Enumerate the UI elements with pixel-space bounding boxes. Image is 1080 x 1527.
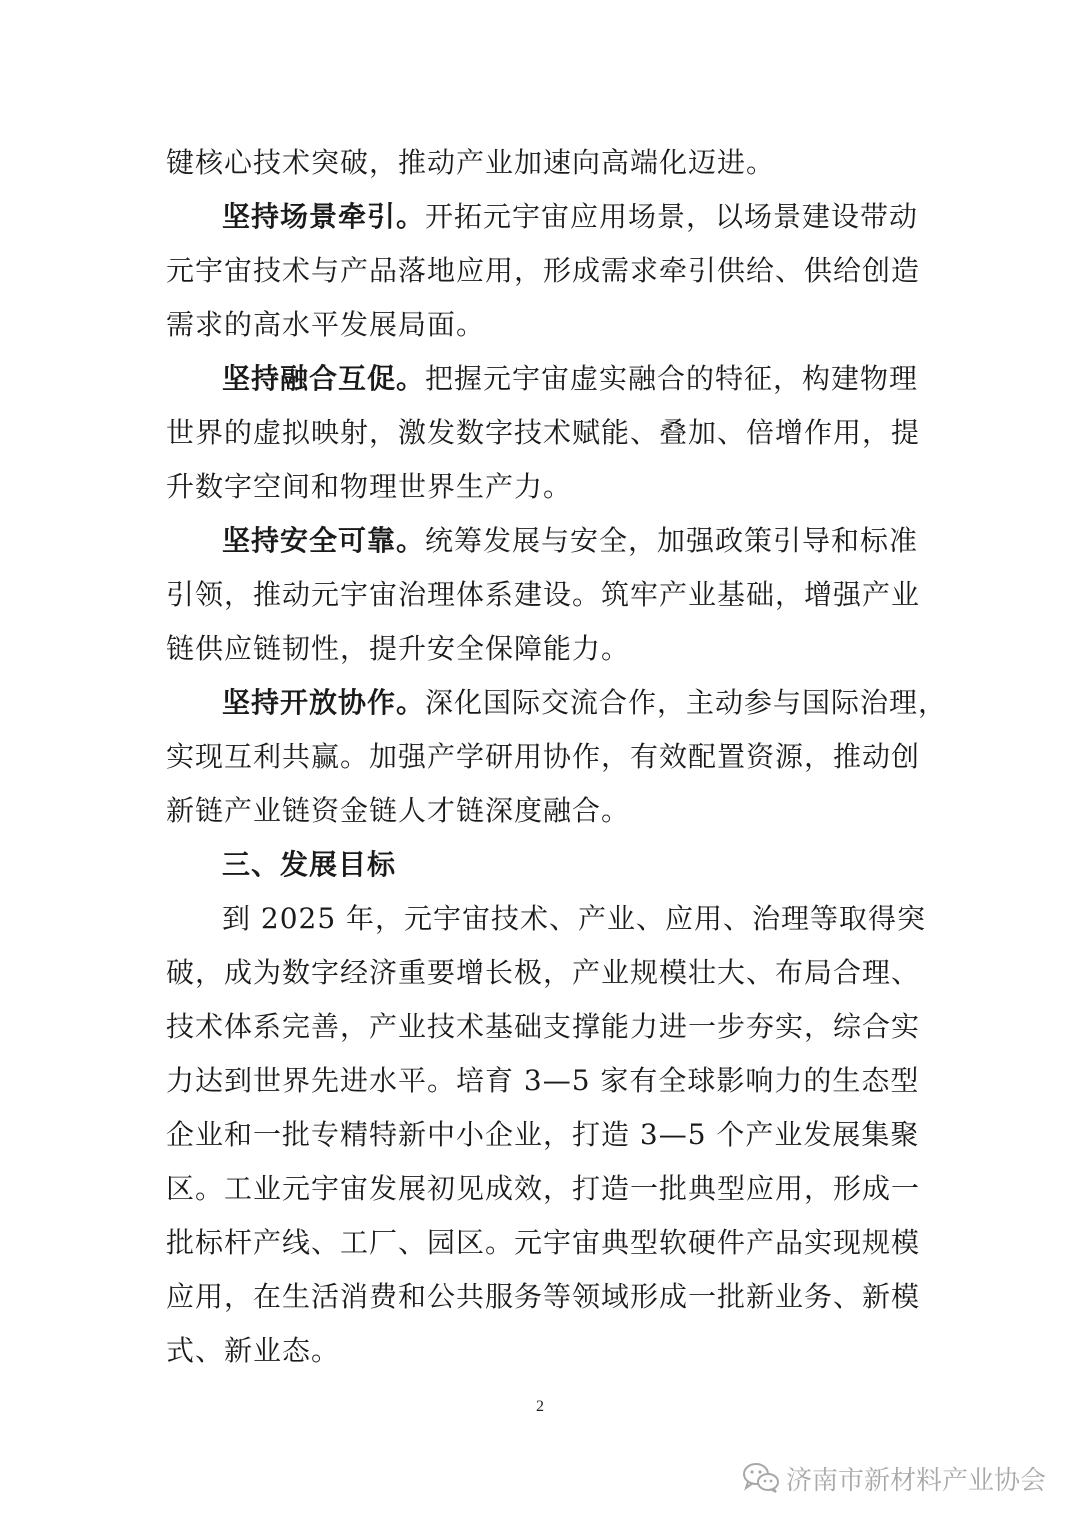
text-line: 世界的虚拟映射，激发数字技术赋能、叠加、倍增作用，提: [166, 416, 921, 449]
text-line: 企业和一批专精特新中小企业，打造 3—5 个产业发展集聚: [166, 1118, 920, 1151]
principle-title: 坚持安全可靠。: [222, 524, 426, 557]
watermark-text: 济南市新材料产业协会: [785, 1465, 1046, 1496]
text-line: 新链产业链资金链人才链深度融合。: [166, 794, 631, 827]
text-line: 力达到世界先进水平。培育 3—5 家有全球影响力的生态型: [166, 1064, 920, 1097]
text-line: 元宇宙技术与产品落地应用，形成需求牵引供给、供给创造: [166, 254, 921, 287]
text-line: 实现互利共赢。加强产学研用协作，有效配置资源，推动创: [166, 740, 921, 773]
wechat-icon: [742, 1462, 780, 1494]
principle-title: 坚持场景牵引。: [222, 200, 426, 233]
text-line: 批标杆产线、工厂、园区。元宇宙典型软硬件产品实现规模: [166, 1226, 921, 1259]
principle-heading-line: 坚持安全可靠。统筹发展与安全，加强政策引导和标准: [222, 524, 919, 557]
principle-heading-line: 坚持开放协作。深化国际交流合作，主动参与国际治理，: [222, 686, 948, 719]
principle-heading-line: 坚持场景牵引。开拓元宇宙应用场景，以场景建设带动: [222, 200, 919, 233]
text-line: 式、新业态。: [166, 1334, 341, 1367]
text-line: 区。工业元宇宙发展初见成效，打造一批典型应用，形成一: [166, 1172, 921, 1205]
text-line: 技术体系完善，产业技术基础支撑能力进一步夯实，综合实: [166, 1010, 921, 1043]
text-line: 升数字空间和物理世界生产力。: [166, 470, 573, 503]
watermark: [742, 1458, 1046, 1498]
text-line: 需求的高水平发展局面。: [166, 308, 486, 341]
page-number: 2: [536, 1398, 544, 1415]
principle-title: 坚持开放协作。: [222, 686, 426, 719]
text-line: 到 2025 年，元宇宙技术、产业、应用、治理等取得突: [222, 902, 927, 935]
text-line: 破，成为数字经济重要增长极，产业规模壮大、布局合理、: [166, 956, 921, 989]
section-heading: [222, 838, 396, 892]
text-line: 键核心技术突破，推动产业加速向高端化迈进。: [166, 146, 776, 179]
section-title: 三、发展目标: [222, 848, 397, 881]
text-line: 引领，推动元宇宙治理体系建设。筑牢产业基础，增强产业: [166, 578, 921, 611]
principle-title: 坚持融合互促。: [222, 362, 426, 395]
text-line: 应用，在生活消费和公共服务等领域形成一批新业务、新模: [166, 1280, 921, 1313]
principle-heading-line: 坚持融合互促。把握元宇宙虚实融合的特征，构建物理: [222, 362, 919, 395]
text-line: 链供应链韧性，提升安全保障能力。: [166, 632, 631, 665]
